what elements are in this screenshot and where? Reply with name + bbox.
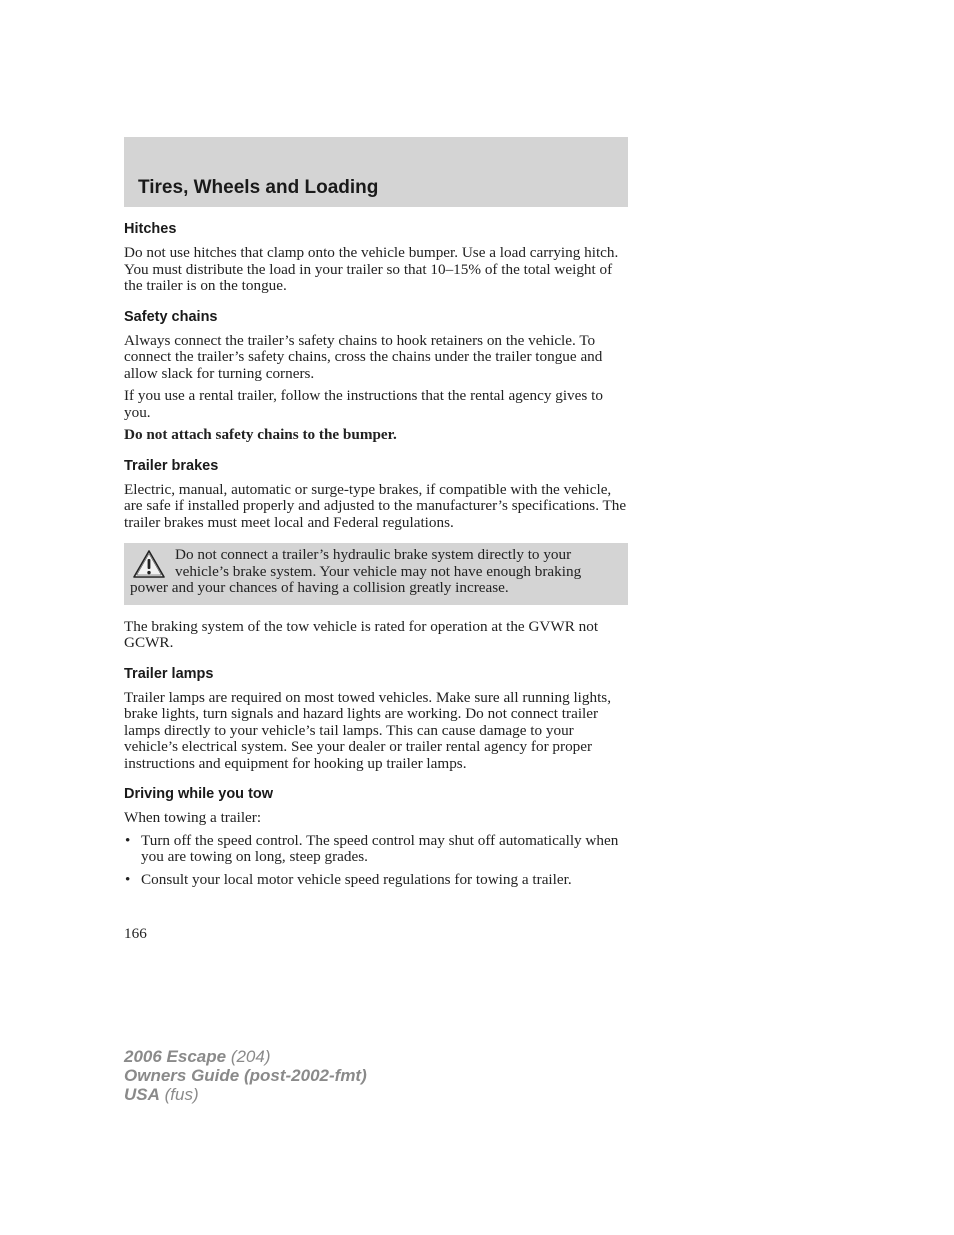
trailer-lamps-paragraph: Trailer lamps are required on most towed vehicles. Make sure all running lights, brake lights, turn signals and hazard lights are working. Do not connect trailer lamps directly to your vehicle’s tail lamps. This can cause damage to your vehicle’s electrical system. See your dealer or trailer rental agency for proper instructions and equipment for hooking up trailer lamps. xyxy=(124,688,612,772)
bullet-marker: • xyxy=(125,831,131,849)
safety-chains-paragraph-1: Always connect the trailer’s safety chains to hook retainers on the vehicle. To connect the trailer’s safety chains, cross the chains under the trailer tongue and allow slack for turning corners. xyxy=(124,331,603,382)
warning-box xyxy=(124,543,628,605)
footer-market-code: (fus) xyxy=(159,1085,199,1104)
hitches-paragraph: Do not use hitches that clamp onto the vehicle bumper. Use a load carrying hitch. You must distribute the load in your trailer so that 10–15% of the total weight of the trailer is on the tongue. xyxy=(124,244,619,294)
heading-driving-while-you-tow: Driving while you tow xyxy=(124,786,274,802)
list-item-text: Consult your local motor vehicle speed regulations for towing a trailer. xyxy=(141,870,572,888)
bullet-marker: • xyxy=(125,870,131,888)
list-item xyxy=(124,833,628,866)
page-content xyxy=(124,219,628,894)
safety-chains-paragraph-2: If you use a rental trailer, follow the instructions that the rental agency gives to you. xyxy=(124,387,603,421)
list-item-text: Turn off the speed control. The speed control may shut off automatically when you are towing on long, steep grades. xyxy=(141,831,619,865)
footer-line-3 xyxy=(124,1085,367,1104)
warning-triangle-icon xyxy=(132,549,166,579)
footer-model: 2006 Escape xyxy=(124,1047,227,1066)
section-title: Tires, Wheels and Loading xyxy=(138,177,379,198)
heading-trailer-brakes: Trailer brakes xyxy=(124,457,219,474)
trailer-brakes-paragraph: Electric, manual, automatic or surge-type brakes, if compatible with the vehicle, are safe if installed properly and adjusted to the manufacturer’s specifications. The trailer brakes must meet local and Federal regulations. xyxy=(124,480,627,531)
document-footer xyxy=(124,1047,367,1104)
footer-market: USA xyxy=(124,1085,160,1104)
footer-line-1 xyxy=(124,1047,367,1066)
section-header-band xyxy=(124,137,628,207)
heading-hitches: Hitches xyxy=(124,221,177,237)
driving-tow-list xyxy=(124,833,628,889)
footer-model-code: (204) xyxy=(226,1047,271,1066)
trailer-brakes-rating: The braking system of the tow vehicle is rated for operation at the GVWR not GCWR. xyxy=(124,617,599,651)
warning-text: Do not connect a trailer’s hydraulic brake system directly to your vehicle’s brake system. Your vehicle may not have enough braking power and your chances of having a collision greatly increase. xyxy=(130,546,582,596)
safety-chains-note: Do not attach safety chains to the bumper. xyxy=(124,426,397,443)
footer-line-2 xyxy=(124,1066,367,1085)
heading-trailer-lamps: Trailer lamps xyxy=(124,665,214,682)
footer-guide: Owners Guide (post-2002-fmt) xyxy=(124,1066,367,1085)
list-item xyxy=(124,872,628,889)
page-number: 166 xyxy=(124,925,147,942)
driving-tow-intro: When towing a trailer: xyxy=(124,809,262,826)
heading-safety-chains: Safety chains xyxy=(124,308,218,325)
